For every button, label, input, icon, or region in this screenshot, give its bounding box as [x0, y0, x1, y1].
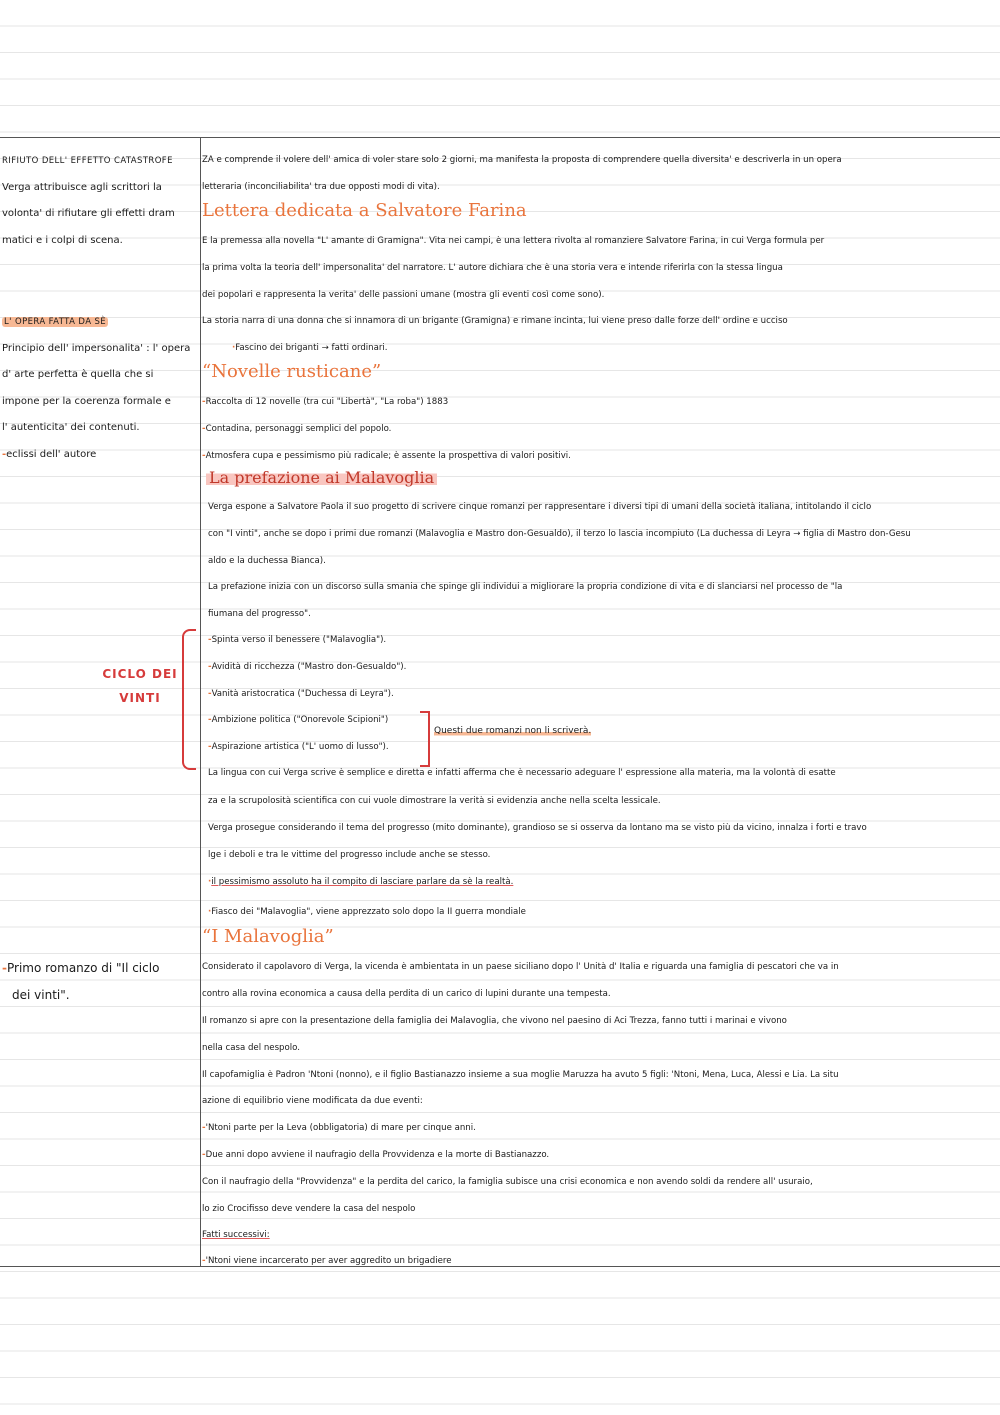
primo-line: Primo romanzo di "Il ciclo	[6, 961, 160, 975]
prefazione-line: aldo e la duchessa Bianca).	[208, 556, 326, 566]
malavoglia-line: lo zio Crocifisso deve vendere la casa del nespolo	[202, 1204, 416, 1214]
malavoglia-line: Con il naufragio della "Provvidenza" e la perdita del carico, la famiglia subisce una crisi economica e non avendo soldi da rendere all' usuraio,	[202, 1177, 813, 1187]
pessimismo-line: il pessimismo assoluto ha il compito di lasciare parlare da sè la realtà.	[211, 877, 514, 887]
malavoglia-line: 'Ntoni viene incarcerato per aver aggredito un brigadiere	[205, 1256, 452, 1266]
lettera-line: la prima volta la teoria dell' impersonalita' del narratore. L' autore dichiara che è una storia vera e intende riferirla con la stessa lingua	[202, 263, 783, 273]
ciclo-item: Avidità di ricchezza ("Mastro don-Gesualdo").	[211, 662, 407, 672]
rifiuto-title: RIFIUTO DELL' EFFETTO CATASTROFE	[2, 156, 173, 166]
intro-line: letteraria (inconciliabilita' tra due opposti modi di vita).	[202, 182, 440, 192]
malavoglia-line: Fatti successivi:	[202, 1230, 270, 1240]
heading-lettera: Lettera dedicata a Salvatore Farina	[202, 200, 527, 221]
lingua-line: za e la scrupolosità scientifica con cui vuole dimostrare la verità si evidenzia anche nella scelta lessicale.	[208, 796, 661, 806]
sidebar-rifiuto	[2, 148, 198, 254]
opera-line: d' arte perfetta è quella che si	[2, 369, 154, 380]
opera-line: impone per la coerenza formale e	[2, 395, 171, 407]
margin-divider	[200, 137, 201, 1267]
malavoglia-line: contro alla rovina economica a causa della perdita di un carico di lupini durante una tempesta.	[202, 989, 611, 999]
rifiuto-line: volonta' di rifiutare gli effetti dram	[2, 208, 175, 219]
malavoglia-line: Due anni dopo avviene il naufragio della Provvidenza e la morte di Bastianazzo.	[205, 1150, 550, 1160]
ciclo-item: Vanità aristocratica ("Duchessa di Leyra").	[211, 689, 394, 699]
ciclo-label-line: CICLO DEI	[102, 667, 178, 681]
heading-novelle: “Novelle rusticane”	[202, 361, 382, 382]
ciclo-item: Spinta verso il benessere ("Malavoglia").	[211, 635, 387, 645]
novelle-line: Atmosfera cupa e pessimismo più radicale; è assente la prospettiva di valori positivi.	[205, 451, 571, 461]
lettera-line: dei popolari e rappresenta la verita' delle passioni umane (mostra gli eventi così come sono).	[202, 290, 605, 300]
lingua-line: La lingua con cui Verga scrive è semplice e diretta e infatti afferma che è necessario adeguare l' espressione alla materia, ma la volontà di esatte	[208, 768, 836, 778]
eclissi-note: eclissi dell' autore	[6, 448, 97, 460]
malavoglia-line: 'Ntoni parte per la Leva (obbligatoria) di mare per cinque anni.	[205, 1123, 476, 1133]
prefazione-line: con "I vinti", anche se dopo i primi due romanzi (Malavoglia e Mastro don-Gesualdo), il terzo lo lascia incompiuto (La duchessa di Leyra → figlia di Mastro don-Gesu	[208, 529, 911, 539]
ciclo-dei-vinti-label	[100, 662, 180, 710]
progresso-line: lge i deboli e tra le vittime del progresso include anche se stesso.	[208, 850, 491, 860]
progresso-line: Verga prosegue considerando il tema del progresso (mito dominante), grandioso se si osserva da lontano ma se visto più da vicino, innalza i forti e travo	[208, 823, 867, 833]
opera-line: Principio dell' impersonalita' : l' opera	[2, 342, 191, 354]
heading-prefazione: La prefazione ai Malavoglia	[206, 468, 437, 487]
top-rule	[0, 137, 1000, 138]
opera-title: L' OPERA FATTA DA SÈ	[4, 317, 107, 327]
sidebar-opera: L' OPERA FATTA DA SÈ Principio dell' impersonalita' : l' opera d' arte perfetta è quella che si impone per la coerenza formale e l' autenticita' dei contenuti. -eclissi dell' autore	[2, 309, 198, 468]
ciclo-bracket	[182, 629, 196, 770]
novelle-line: Raccolta di 12 novelle (tra cui "Libertà", "La roba") 1883	[205, 397, 449, 407]
prefazione-line: fiumana del progresso".	[208, 609, 311, 619]
bottom-rule	[0, 1266, 1000, 1267]
malavoglia-line: Considerato il capolavoro di Verga, la vicenda è ambientata in un paese siciliano dopo l' Unità d' Italia e riguarda una famiglia di pescatori che va in	[202, 962, 839, 972]
prefazione-line: Verga espone a Salvatore Paola il suo progetto di scrivere cinque romanzi per rappresentare i diversi tipi di umani della società italiana, intitolando il ciclo	[208, 502, 872, 512]
sidebar-primo: -Primo romanzo di "Il ciclo dei vinti".	[2, 955, 198, 1008]
unwritten-bracket	[420, 711, 430, 767]
fiasco-line: Fiasco dei "Malavoglia", viene apprezzato solo dopo la II guerra mondiale	[211, 907, 526, 917]
primo-line: dei vinti".	[12, 987, 70, 1002]
ciclo-label-line: VINTI	[119, 691, 161, 705]
heading-malavoglia: “I Malavoglia”	[202, 926, 334, 947]
ciclo-item: Ambizione politica ("Onorevole Scipioni")	[211, 715, 389, 725]
novelle-line: Contadina, personaggi semplici del popolo.	[205, 424, 392, 434]
intro-line: ZA e comprende il volere dell' amica di voler stare solo 2 giorni, ma manifesta la proposta di comprendere quella diversita' e descriverla in un opera	[202, 155, 842, 165]
rifiuto-line: matici e i colpi di scena.	[2, 234, 123, 246]
malavoglia-line: nella casa del nespolo.	[202, 1043, 300, 1053]
prefazione-line: La prefazione inizia con un discorso sulla smania che spinge gli individui a migliorare la propria condizione di vita e di slanciarsi nel processo de "la	[208, 582, 843, 592]
lettera-line: È la premessa alla novella "L' amante di Gramigna". Vita nei campi, è una lettera rivolta al romanziere Salvatore Farina, in cui Verga formula per	[202, 236, 825, 246]
malavoglia-line: Il capofamiglia è Padron 'Ntoni (nonno), e il figlio Bastianazzo insieme a sua moglie Maruzza ha avuto 5 figli: 'Ntoni, Mena, Luca, Alessi e Lia. La situ	[202, 1070, 839, 1080]
rifiuto-line: Verga attribuisce agli scrittori la	[2, 181, 162, 193]
malavoglia-line: azione di equilibrio viene modificata da due eventi:	[202, 1096, 423, 1106]
malavoglia-line: Il romanzo si apre con la presentazione della famiglia dei Malavoglia, che vivono nel paesino di Aci Trezza, fanno tutti i marinai e vivono	[202, 1016, 787, 1026]
lettera-line: La storia narra di una donna che si innamora di un brigante (Gramigna) e rimane incinta, lui viene preso dalle forze dell' ordine e ucciso	[202, 316, 788, 326]
lettera-line: Fascino dei briganti → fatti ordinari.	[235, 343, 388, 353]
ciclo-item: Aspirazione artistica ("L' uomo di lusso").	[211, 742, 389, 752]
unwritten-note: Questi due romanzi non li scriverà.	[434, 726, 592, 736]
opera-line: l' autenticita' dei contenuti.	[2, 422, 140, 433]
